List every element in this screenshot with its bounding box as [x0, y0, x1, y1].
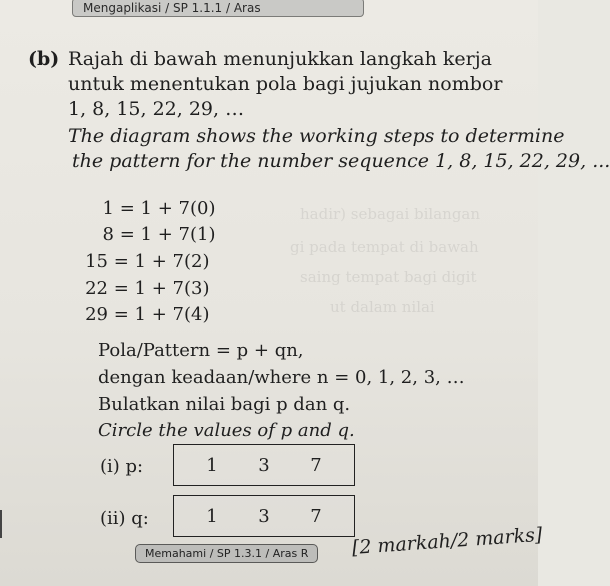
pattern-formula: Pola/Pattern = p + qn, — [98, 340, 304, 361]
equation-row — [82, 304, 209, 325]
question-malay-line-2: untuk menentukan pola bagi jujukan nombor — [68, 73, 503, 95]
equation-expression: = 1 + 7(3) — [113, 278, 210, 299]
margin-mark — [0, 510, 2, 538]
equation-term: 22 — [85, 278, 108, 299]
pattern-condition: dengan keadaan/where n = 0, 1, 2, 3, … — [98, 367, 465, 388]
q-option-7[interactable]: 7 — [310, 505, 322, 527]
skill-tag: Mengaplikasi / SP 1.1.1 / Aras — [72, 0, 364, 17]
part-ii-label: (ii) q: — [100, 508, 149, 529]
equation-term: 1 — [102, 198, 114, 219]
equation-term: 8 — [102, 224, 114, 245]
bleed-through-text: hadir) sebagai bilangan — [300, 205, 481, 223]
p-option-7[interactable]: 7 — [310, 454, 322, 476]
q-option-1[interactable]: 1 — [206, 505, 218, 527]
marks-label: [2 markah/2 marks] — [351, 523, 543, 559]
equation-row — [88, 224, 215, 245]
instruction-english: Circle the values of p and q. — [98, 420, 355, 441]
q-choice-box — [173, 495, 355, 537]
equation-expression: = 1 + 7(0) — [119, 198, 216, 219]
equation-row — [88, 198, 215, 219]
skill-tag-bottom: Memahami / SP 1.3.1 / Aras R — [135, 544, 318, 563]
question-english-line-1: The diagram shows the working steps to determine — [68, 125, 565, 147]
p-option-1[interactable]: 1 — [206, 454, 218, 476]
equation-expression: = 1 + 7(2) — [113, 251, 210, 272]
instruction-malay: Bulatkan nilai bagi p dan q. — [98, 394, 351, 415]
question-label: (b) — [28, 48, 60, 70]
p-option-3[interactable]: 3 — [258, 454, 270, 476]
part-i-label: (i) p: — [100, 456, 144, 477]
q-option-3[interactable]: 3 — [258, 505, 270, 527]
bleed-through-text: saing tempat bagi digit — [300, 268, 477, 286]
equation-term: 15 — [85, 251, 108, 272]
question-english-line-2: the pattern for the number sequence 1, 8, 15, 22, 29, ... — [72, 150, 610, 172]
p-choice-box — [173, 444, 355, 486]
question-malay-line-1: Rajah di bawah menunjukkan langkah kerja — [68, 48, 492, 70]
equation-expression: = 1 + 7(4) — [113, 304, 210, 325]
equation-term: 29 — [85, 304, 108, 325]
equation-row — [82, 251, 209, 272]
bleed-through-text: ut dalam nilai — [330, 298, 435, 316]
equation-row — [82, 278, 209, 299]
question-malay-line-3: 1, 8, 15, 22, 29, … — [68, 98, 245, 120]
equation-expression: = 1 + 7(1) — [119, 224, 216, 245]
bleed-through-text: gi pada tempat di bawah — [290, 238, 479, 256]
